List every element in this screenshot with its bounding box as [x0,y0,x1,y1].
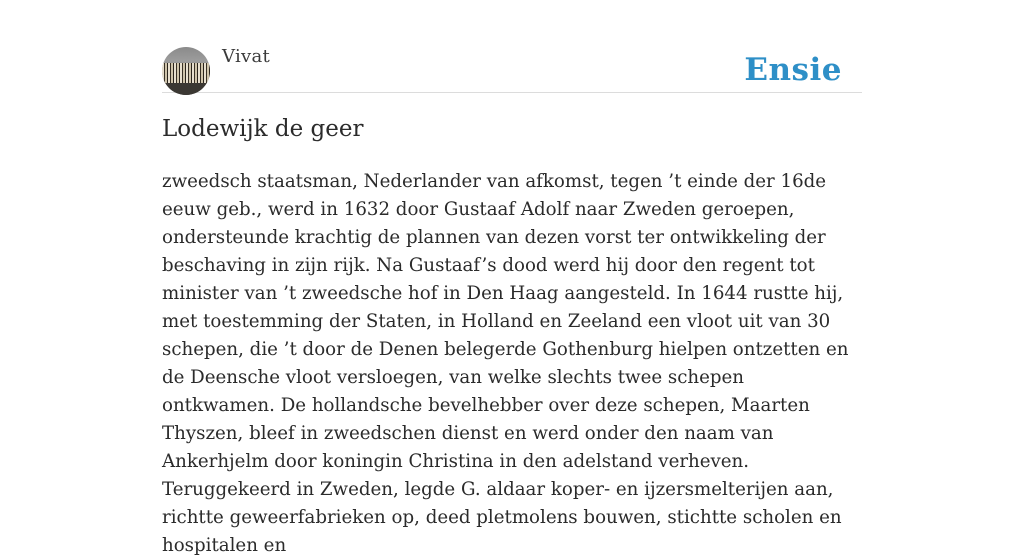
site-header [162,46,862,93]
site-logo[interactable]: Ensie [744,52,842,88]
user-avatar[interactable] [162,47,210,95]
bookshelf-avatar-icon [162,63,210,83]
article-title: Lodewijk de geer [162,116,364,142]
article-body: zweedsch staatsman, Nederlander van afkomst, tegen ’t einde der 16de eeuw geb., werd in 1632 door Gustaaf Adolf naar Zweden geroepen, ondersteunde krachtig de plannen van dezen vorst ter ontwikkeling der beschaving in zijn rijk. Na Gustaaf’s dood werd hij door den regent tot minister van ’t zweedsche hof in Den Haag aangesteld. In 1644 rustte hij, met toestemming der Staten, in Holland en Zeeland een vloot uit van 30 schepen, die ’t door de Denen belegerde Gothenburg hielpen ontzetten en de Deensche vloot versloegen, van welke slechts twee schepen ontkwamen. De hollandsche bevelhebber over deze schepen, Maarten Thyszen, bleef in zweedschen dienst en werd onder den naam van Ankerhjelm door koningin Christina in den adelstand verheven. Teruggekeerd in Zweden, legde G. aldaar koper- en ijzersmelterijen aan, richtte geweerfabrieken op, deed pletmolens bouwen, stichtte scholen en hospitalen en [162,171,849,556]
avatar-shelf [162,83,210,95]
username-link[interactable]: Vivat [222,46,271,67]
